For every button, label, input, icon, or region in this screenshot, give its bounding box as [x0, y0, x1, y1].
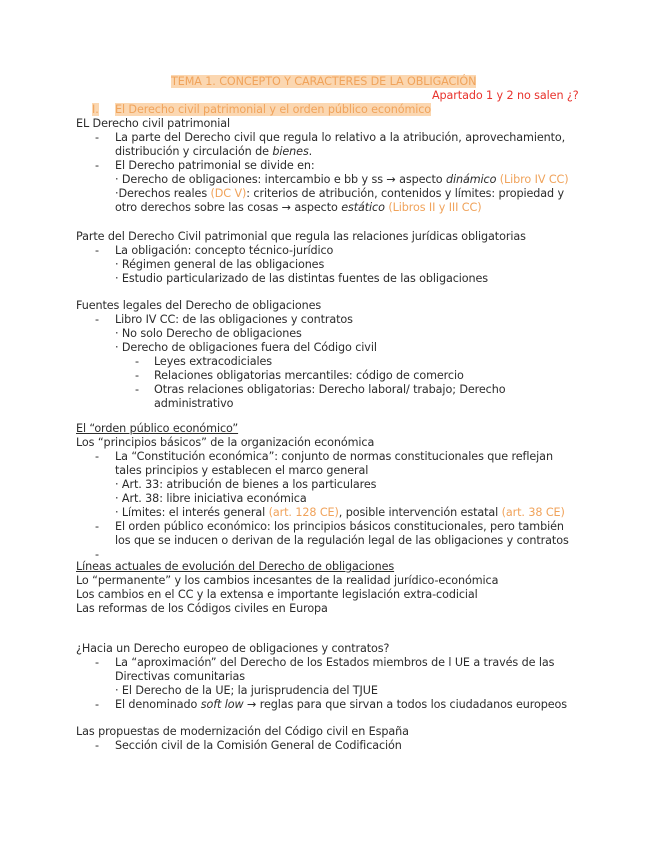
- nested-item-cont: administrativo: [154, 397, 234, 410]
- bullet-text-cont: tales principios y establecen el marco general: [115, 464, 369, 477]
- bullet-dash: -: [95, 520, 99, 533]
- sub-item-cont: otro derechos sobre las cosas → aspecto estático (Libros II y III CC): [115, 201, 482, 214]
- nested-dash: -: [135, 383, 139, 396]
- heading-derecho-europeo: ¿Hacia un Derecho europeo de obligaciones y contratos?: [76, 642, 390, 655]
- nested-dash: -: [135, 369, 139, 382]
- bullet-text: El orden público económico: los principios básicos constitucionales, pero también: [115, 520, 564, 533]
- bullet-text: La obligación: concepto técnico-jurídico: [115, 244, 334, 257]
- bullet-dash: -: [95, 739, 99, 752]
- sub-item: · El Derecho de la UE; la jurisprudencia del TJUE: [115, 684, 378, 697]
- text-line: Los “principios básicos” de la organización económica: [76, 436, 375, 449]
- bullet-text: La “aproximación” del Derecho de los Estados miembros de l UE a través de las: [115, 656, 555, 669]
- heading-relaciones-obligatorias: Parte del Derecho Civil patrimonial que regula las relaciones jurídicas obligatorias: [76, 230, 526, 243]
- bullet-text-cont: distribución y circulación de bienes.: [115, 145, 313, 158]
- heading-civil-patrimonial: EL Derecho civil patrimonial: [76, 117, 231, 130]
- section-title: El Derecho civil patrimonial y el orden público económico: [115, 103, 432, 116]
- bullet-text-cont: los que se inducen o derivan de la regulación legal de las obligaciones y contratos: [115, 534, 569, 547]
- text-line: Lo “permanente” y los cambios incesantes de la realidad jurídico-económica: [76, 574, 499, 587]
- bullet-dash: -: [95, 313, 99, 326]
- nested-item: Otras relaciones obligatorias: Derecho laboral/ trabajo; Derecho: [154, 383, 506, 396]
- bullet-text: El denominado soft low → reglas para que sirvan a todos los ciudadanos europeos: [115, 698, 568, 711]
- heading-fuentes-legales: Fuentes legales del Derecho de obligaciones: [76, 299, 322, 312]
- bullet-text: La “Constitución económica”: conjunto de normas constitucionales que reflejan: [115, 450, 553, 463]
- text-line: Los cambios en el CC y la extensa e importante legislación extra-codicial: [76, 588, 478, 601]
- document-title: [171, 75, 476, 89]
- heading-orden-publico: El “orden público económico”: [76, 422, 239, 435]
- sub-item: · Art. 38: libre iniciativa económica: [115, 492, 307, 505]
- heading-lineas-actuales: Líneas actuales de evolución del Derecho de obligaciones: [76, 560, 395, 573]
- bullet-dash: -: [95, 450, 99, 463]
- sub-item: · No solo Derecho de obligaciones: [115, 327, 302, 340]
- nested-dash: -: [135, 355, 139, 368]
- text-line: Las reformas de los Códigos civiles en Europa: [76, 602, 328, 615]
- bullet-dash-empty: -: [95, 548, 99, 561]
- bullet-dash: -: [95, 244, 99, 257]
- exam-note: Apartado 1 y 2 no salen ¿?: [432, 89, 579, 102]
- bullet-text: Libro IV CC: de las obligaciones y contratos: [115, 313, 353, 326]
- bullet-text: La parte del Derecho civil que regula lo relativo a la atribución, aprovechamiento,: [115, 131, 566, 144]
- sub-item: · Estudio particularizado de las distintas fuentes de las obligaciones: [115, 272, 489, 285]
- sub-item: · Límites: el interés general (art. 128 CE), posible intervención estatal (art. 38 CE): [115, 506, 565, 519]
- bullet-dash: -: [95, 698, 99, 711]
- sub-item: · Derecho de obligaciones: intercambio e bb y ss → aspecto dinámico (Libro IV CC): [115, 173, 569, 186]
- bullet-text: Sección civil de la Comisión General de Codificación: [115, 739, 402, 752]
- title-text: TEMA 1. CONCEPTO Y CARACTERES DE LA OBLIGACIÓN: [171, 75, 477, 88]
- sub-item: · Derecho de obligaciones fuera del Código civil: [115, 341, 377, 354]
- bullet-text-cont: Directivas comunitarias: [115, 670, 245, 683]
- bullet-dash: -: [95, 656, 99, 669]
- section-number: I.: [92, 103, 99, 116]
- bullet-dash: -: [95, 159, 99, 172]
- nested-item: Leyes extracodiciales: [154, 355, 272, 368]
- bullet-dash: -: [95, 131, 99, 144]
- sub-item: · Art. 33: atribución de bienes a los particulares: [115, 478, 377, 491]
- heading-propuestas: Las propuestas de modernización del Código civil en España: [76, 725, 409, 738]
- nested-item: Relaciones obligatorias mercantiles: código de comercio: [154, 369, 464, 382]
- sub-item: · Régimen general de las obligaciones: [115, 258, 325, 271]
- bullet-text: El Derecho patrimonial se divide en:: [115, 159, 315, 172]
- sub-item: ·Derechos reales (DC V): criterios de atribución, contenidos y límites: propiedad y: [115, 187, 565, 200]
